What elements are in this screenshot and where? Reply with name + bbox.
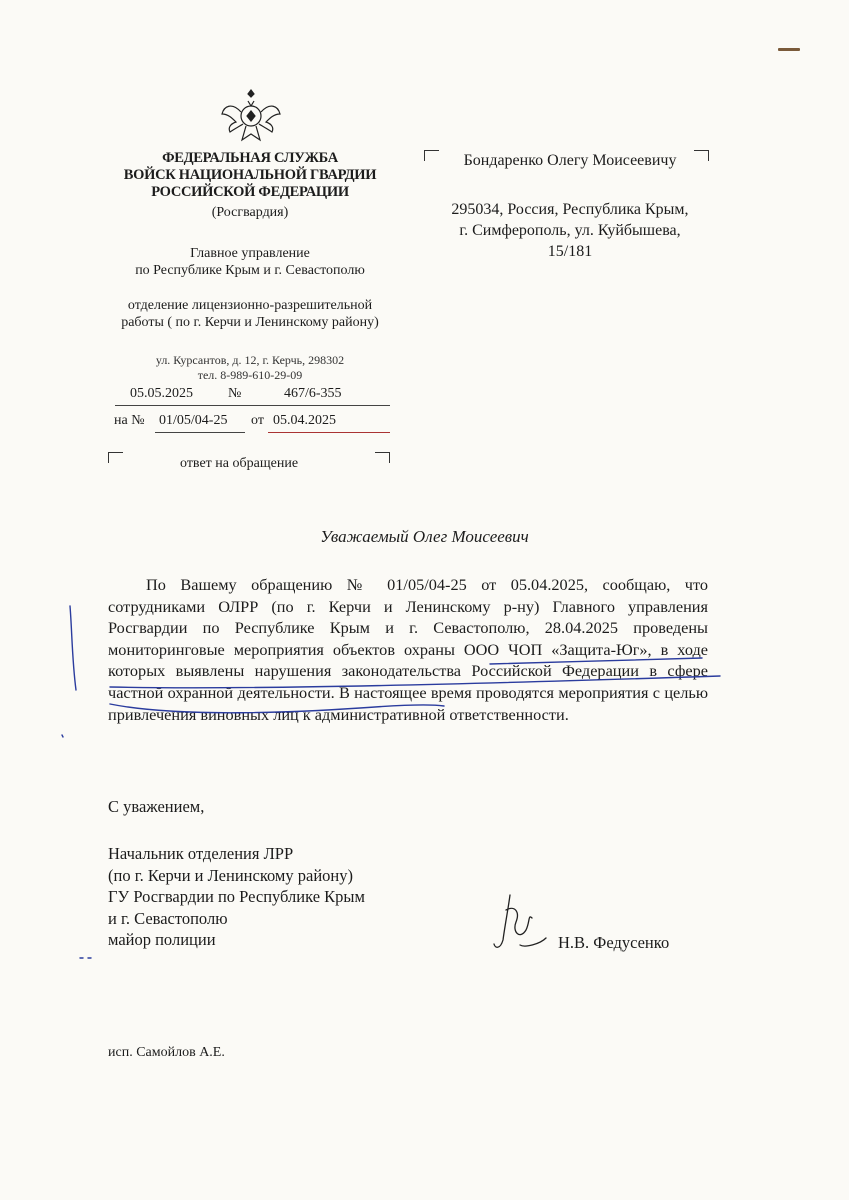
signature-mark: [494, 895, 546, 947]
recipient-address: [420, 199, 720, 262]
sender-phone: тел. 8-989-610-29-09: [197, 368, 303, 382]
signatory-line: Начальник отделения ЛРР: [108, 844, 294, 863]
number-sign: №: [228, 386, 242, 401]
recipient-address-line: 295034, Россия, Республика Крым,: [451, 201, 689, 218]
signatory-block: [108, 843, 365, 951]
org-line: РОССИЙСКОЙ ФЕДЕРАЦИИ: [151, 184, 349, 200]
executor: исп. Самойлов А.Е.: [108, 1045, 225, 1060]
signatory-line: ГУ Росгвардии по Республике Крым: [108, 887, 365, 906]
department: [90, 297, 410, 331]
registration-rule: [268, 432, 390, 433]
corner-smudge-mark: [778, 48, 800, 51]
org-line: ФЕДЕРАЛЬНАЯ СЛУЖБА: [162, 150, 338, 166]
recipient-name: Бондаренко Олегу Моисеевичу: [463, 152, 677, 169]
signatory-line: (по г. Керчи и Ленинскому району): [108, 865, 353, 885]
signatory-line: и г. Севастополю: [108, 908, 228, 928]
recipient-address-line: 15/181: [547, 243, 593, 260]
margin-dot-mark: [62, 735, 63, 737]
outgoing-date: 05.05.2025: [130, 386, 193, 401]
directorate: [90, 245, 410, 279]
org-abbreviation: (Росгвардия): [211, 205, 289, 220]
directorate-line: Главное управление: [190, 246, 310, 261]
reference-prefix: на №: [114, 413, 145, 428]
emblem-icon: [218, 84, 284, 150]
reference-date-prefix: от: [251, 413, 264, 428]
registration-rule: [115, 405, 390, 406]
org-line: ВОЙСК НАЦИОНАЛЬНОЙ ГВАРДИИ: [123, 167, 377, 183]
org-name: [100, 150, 400, 201]
reference-date: 05.04.2025: [273, 413, 336, 428]
margin-stroke-mark: [70, 606, 76, 690]
recipient-address-line: г. Симферополь, ул. Куйбышева,: [459, 222, 681, 239]
department-line: отделение лицензионно-разрешительной: [127, 298, 373, 313]
directorate-line: по Республике Крым и г. Севастополю: [135, 263, 365, 278]
sender-address: ул. Курсантов, д. 12, г. Керчь, 298302: [155, 353, 345, 367]
salutation: Уважаемый Олег Моисеевич: [320, 527, 529, 546]
signatory-line: майор полиции: [108, 930, 216, 949]
reference-number: 01/05/04-25: [159, 413, 228, 428]
corner-mark: [375, 452, 390, 463]
closing: С уважением,: [108, 797, 205, 816]
letter-subject: ответ на обращение: [180, 456, 299, 471]
outgoing-number: 467/6-355: [284, 386, 342, 401]
corner-mark: [108, 452, 123, 463]
letter-body: По Вашему обращению № 01/05/04-25 от 05.04.2025, сообщаю, что сотрудниками ОЛРР (по г. Керчи и Ленинскому р-ну) Главного управления Росгвардии по Республике Крым и г. Севастополю, 28.04.2025 проведены мониторинговые мероприятия объектов охраны ООО ЧОП «Защита-Юг», в ходе которых выявлены нарушения законодательства Российской Федерации в сфере частной охранной деятельности. В настоящее время проводятся мероприятия с целью привлечения виновных лиц к административной ответственности.: [108, 575, 708, 724]
department-line: работы ( по г. Керчи и Ленинскому району): [121, 315, 379, 330]
registration-rule: [155, 432, 245, 433]
signer-name: Н.В. Федусенко: [558, 933, 670, 952]
